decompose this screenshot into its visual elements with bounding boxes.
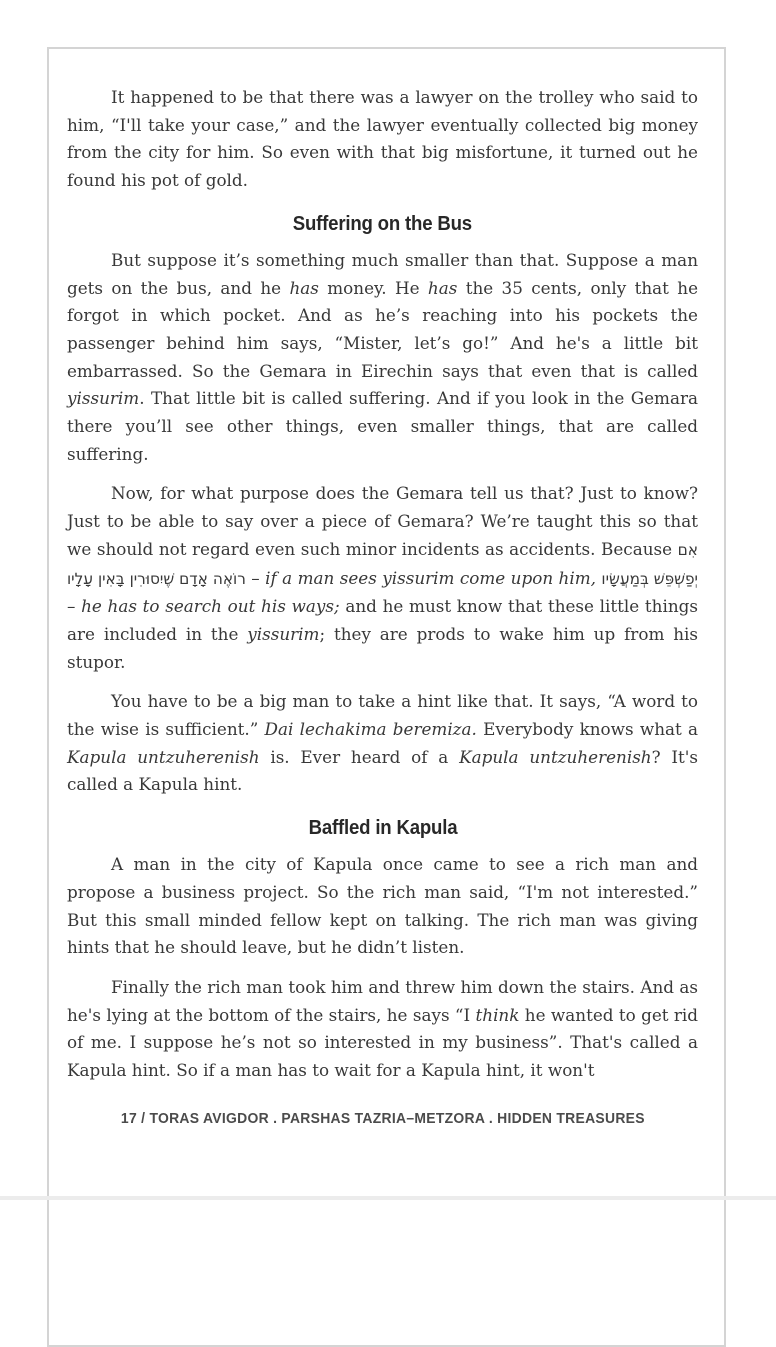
- text-segment: But suppose it’s something much smaller than that. Suppose a man gets on the bus, and he: [67, 249, 698, 298]
- hebrew-text: אִם רוֹאֶה אָדָם שֶׁיִסוּרִין בָּאִין עָלָיו: [67, 540, 698, 588]
- page-footer: [67, 1106, 698, 1134]
- text-segment: he has to search out his ways;: [81, 596, 340, 617]
- page-bottom-edge: [0, 1196, 776, 1200]
- text-segment: yissurim: [67, 388, 140, 409]
- text-segment: Now, for what purpose does the Gemara tell us that? Just to know? Just to be able to say over a piece of Gemara? We’re taught this so that we should not regard even such minor incidents as accidents. Because: [67, 483, 698, 559]
- text-segment: the 35 cents, only that he forgot in which pocket. And as he’s reaching into his pockets the passenger behind him says, “Mister, let’s go!” And he's a little bit embarrassed. So the Gemara in Eirechin says that even that is called: [67, 277, 699, 381]
- section-heading-label: Baffled in Kapula: [308, 817, 457, 840]
- text-segment: –: [245, 567, 266, 588]
- text-segment: ; they are prods to wake him up from his stupor.: [67, 623, 699, 672]
- text-segment: and he must know that these little things are included in the: [67, 596, 698, 644]
- text-segment: A man in the city of Kapula once came to see a rich man and propose a business project. So the rich man said, “I'm not interested.” But this small minded fellow kept on talking. The rich man was giving hints that he should leave, but he didn’t listen.: [67, 854, 698, 958]
- paragraph-trolley-lawyer: [67, 84, 698, 195]
- text-segment: he wanted to get rid of me. I suppose he’s not so interested in my business”. That's called a Kapula hint. So if a man has to wait for a Kapula hint, it won't: [67, 1004, 698, 1081]
- text-segment: yissurim: [247, 623, 320, 644]
- paragraph-gemara-purpose: [67, 480, 698, 676]
- text-segment: It happened to be that there was a lawyer on the trolley who said to him, “I'll take your case,” and the lawyer eventually collected big money from the city for him. So even with that big misfortune, it turned out he found his pot of gold.: [67, 87, 698, 191]
- text-segment: –: [67, 596, 82, 617]
- paragraph-suffering-on-bus: [67, 247, 698, 469]
- text-segment: Kapula untzuherenish: [67, 746, 260, 767]
- text-segment: Finally the rich man took him and threw him down the stairs. And as he's lying at the bottom of the stairs, he says “I: [67, 976, 698, 1025]
- hebrew-text: יְפַשְׁפֵּשׁ בְּמַעֲשָׂיו: [601, 569, 698, 588]
- paragraph-thrown-down-stairs: [67, 974, 698, 1085]
- text-segment: is. Ever heard of a: [259, 746, 460, 767]
- section-heading-label: Suffering on the Bus: [292, 212, 473, 235]
- section-heading-suffering-on-the-bus: [67, 212, 698, 236]
- text-segment: ? It's called a Kapula hint.: [67, 746, 699, 795]
- text-segment: money. He: [318, 277, 428, 298]
- page-content: [67, 84, 698, 1134]
- text-segment: Everybody knows what a: [476, 719, 698, 740]
- text-segment: think: [475, 1004, 520, 1025]
- text-segment: . That little bit is called suffering. And if you look in the Gemara there you’ll see other things, even smaller things, that are called suffering.: [67, 388, 698, 464]
- text-segment: has: [427, 277, 458, 298]
- page-footer-text: 17 / TORAS AVIGDOR . PARSHAS TAZRIA–METZORA . HIDDEN TREASURES: [120, 1110, 645, 1127]
- text-segment: You have to be a big man to take a hint like that. It says, “A word to the wise is sufficient.”: [67, 691, 698, 740]
- section-heading-baffled-in-kapula: [67, 816, 698, 840]
- text-segment: if a man sees yissurim come upon him,: [265, 567, 596, 588]
- paragraph-kapula-rich-man: [67, 851, 698, 962]
- text-segment: Dai lechakima beremiza.: [264, 719, 477, 740]
- paragraph-kapula-hint-intro: [67, 688, 698, 799]
- text-segment: Kapula untzuherenish: [459, 746, 652, 767]
- text-segment: has: [289, 277, 319, 298]
